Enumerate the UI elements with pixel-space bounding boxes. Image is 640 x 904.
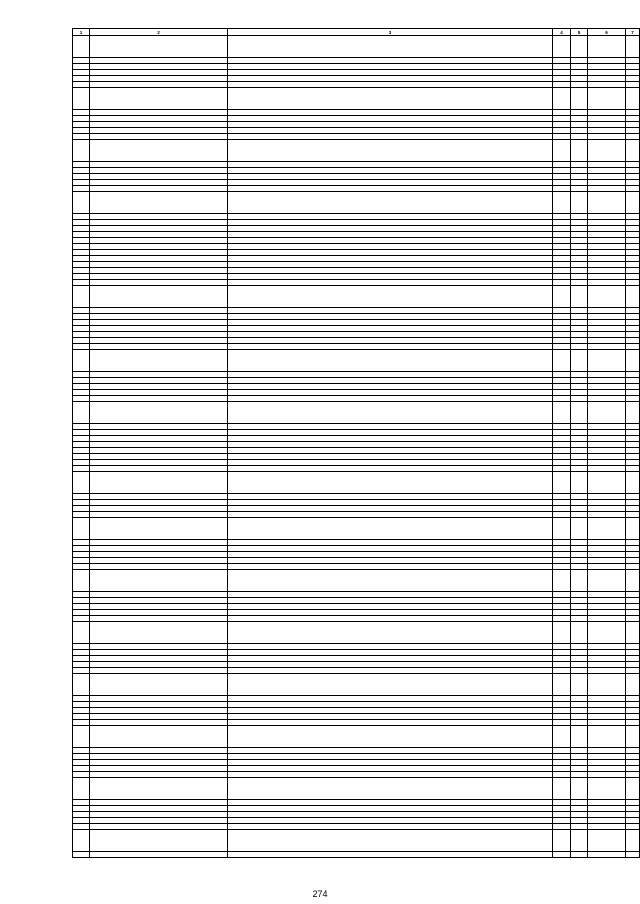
table-row — [73, 140, 640, 162]
empty-cell — [626, 778, 640, 800]
empty-cell — [571, 88, 588, 110]
period-cell — [588, 192, 626, 214]
empty-cell — [626, 140, 640, 162]
table-row — [73, 402, 640, 424]
address-cell — [90, 472, 228, 494]
build-year-cell — [553, 350, 571, 372]
work-type-cell — [228, 286, 553, 308]
row-number-cell — [73, 830, 90, 852]
work-type-cell — [228, 778, 553, 800]
table-row — [73, 518, 640, 540]
empty-cell — [626, 830, 640, 852]
empty-cell — [571, 674, 588, 696]
work-type-cell — [228, 402, 553, 424]
empty-cell — [626, 622, 640, 644]
work-type-cell — [228, 36, 553, 58]
build-year-cell — [553, 830, 571, 852]
register-table — [72, 28, 640, 858]
header-cell-3: 3 — [228, 29, 553, 36]
period-cell — [588, 830, 626, 852]
table-row — [73, 350, 640, 372]
empty-cell — [571, 622, 588, 644]
period-cell — [588, 402, 626, 424]
table-row — [73, 570, 640, 592]
build-year-cell — [553, 674, 571, 696]
row-number-cell — [73, 140, 90, 162]
period-cell — [588, 518, 626, 540]
build-year-cell — [553, 852, 571, 858]
build-year-cell — [553, 778, 571, 800]
period-cell — [588, 674, 626, 696]
build-year-cell — [553, 402, 571, 424]
table-row — [73, 88, 640, 110]
period-cell — [588, 286, 626, 308]
empty-cell — [626, 286, 640, 308]
period-cell — [588, 350, 626, 372]
empty-cell — [626, 192, 640, 214]
empty-cell — [626, 88, 640, 110]
work-type-cell — [228, 830, 553, 852]
period-cell — [588, 852, 626, 858]
header-cell-7: 7 — [626, 29, 640, 36]
table-row — [73, 778, 640, 800]
empty-cell — [571, 778, 588, 800]
empty-cell — [626, 570, 640, 592]
period-cell — [588, 778, 626, 800]
build-year-cell — [553, 726, 571, 748]
row-number-cell — [73, 570, 90, 592]
address-cell — [90, 830, 228, 852]
address-cell — [90, 286, 228, 308]
period-cell — [588, 726, 626, 748]
work-type-cell — [228, 140, 553, 162]
row-number-cell — [73, 852, 90, 858]
period-cell — [588, 36, 626, 58]
empty-cell — [571, 36, 588, 58]
work-type-cell — [228, 518, 553, 540]
period-cell — [588, 88, 626, 110]
address-cell — [90, 622, 228, 644]
empty-cell — [571, 518, 588, 540]
header-cell-2: 2 — [90, 29, 228, 36]
build-year-cell — [553, 518, 571, 540]
work-type-cell — [228, 472, 553, 494]
address-cell — [90, 518, 228, 540]
build-year-cell — [553, 286, 571, 308]
row-number-cell — [73, 36, 90, 58]
empty-cell — [626, 674, 640, 696]
table-header-row — [73, 29, 640, 36]
table-row — [73, 36, 640, 58]
empty-cell — [571, 350, 588, 372]
empty-cell — [571, 402, 588, 424]
row-number-cell — [73, 472, 90, 494]
empty-cell — [626, 518, 640, 540]
address-cell — [90, 570, 228, 592]
period-cell — [588, 472, 626, 494]
address-cell — [90, 88, 228, 110]
page-number: 274 — [312, 889, 328, 899]
address-cell — [90, 726, 228, 748]
address-cell — [90, 402, 228, 424]
empty-cell — [571, 570, 588, 592]
address-cell — [90, 350, 228, 372]
work-type-cell — [228, 674, 553, 696]
document-page — [72, 28, 640, 858]
row-number-cell — [73, 402, 90, 424]
header-cell-1: 1 — [73, 29, 90, 36]
empty-cell — [571, 852, 588, 858]
row-number-cell — [73, 674, 90, 696]
address-cell — [90, 140, 228, 162]
build-year-cell — [553, 140, 571, 162]
period-cell — [588, 622, 626, 644]
build-year-cell — [553, 622, 571, 644]
empty-cell — [626, 36, 640, 58]
work-type-cell — [228, 350, 553, 372]
work-type-cell — [228, 192, 553, 214]
address-cell — [90, 852, 228, 858]
header-cell-4: 4 — [553, 29, 571, 36]
row-number-cell — [73, 192, 90, 214]
row-number-cell — [73, 622, 90, 644]
work-type-cell — [228, 852, 553, 858]
empty-cell — [571, 726, 588, 748]
table-row — [73, 286, 640, 308]
address-cell — [90, 778, 228, 800]
build-year-cell — [553, 192, 571, 214]
address-cell — [90, 674, 228, 696]
table-row — [73, 852, 640, 858]
row-number-cell — [73, 518, 90, 540]
table-row — [73, 472, 640, 494]
empty-cell — [626, 726, 640, 748]
period-cell — [588, 140, 626, 162]
table-row — [73, 674, 640, 696]
empty-cell — [626, 852, 640, 858]
work-type-cell — [228, 570, 553, 592]
address-cell — [90, 36, 228, 58]
table-row — [73, 622, 640, 644]
build-year-cell — [553, 472, 571, 494]
work-type-cell — [228, 622, 553, 644]
period-cell — [588, 570, 626, 592]
row-number-cell — [73, 88, 90, 110]
build-year-cell — [553, 570, 571, 592]
empty-cell — [571, 192, 588, 214]
table-row — [73, 830, 640, 852]
header-cell-5: 5 — [571, 29, 588, 36]
table-row — [73, 192, 640, 214]
build-year-cell — [553, 36, 571, 58]
header-cell-6: 6 — [588, 29, 626, 36]
row-number-cell — [73, 726, 90, 748]
work-type-cell — [228, 726, 553, 748]
empty-cell — [571, 472, 588, 494]
empty-cell — [571, 286, 588, 308]
address-cell — [90, 192, 228, 214]
row-number-cell — [73, 778, 90, 800]
row-number-cell — [73, 286, 90, 308]
work-type-cell — [228, 88, 553, 110]
row-number-cell — [73, 350, 90, 372]
empty-cell — [571, 140, 588, 162]
table-row — [73, 726, 640, 748]
empty-cell — [626, 402, 640, 424]
build-year-cell — [553, 88, 571, 110]
empty-cell — [626, 472, 640, 494]
empty-cell — [571, 830, 588, 852]
empty-cell — [626, 350, 640, 372]
